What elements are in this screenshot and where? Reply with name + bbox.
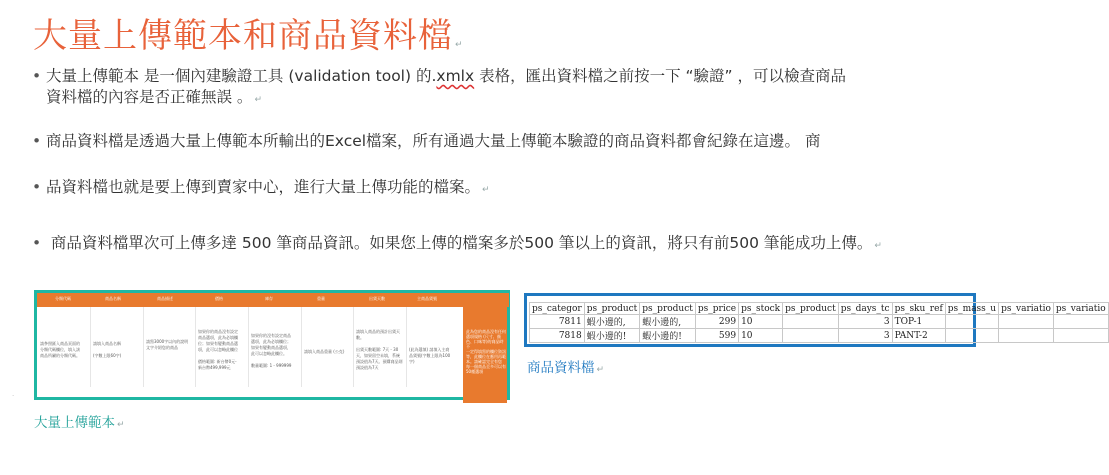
sheet-cell <box>945 329 998 343</box>
sheet-cell: 10 <box>739 315 783 329</box>
small-mark: · <box>12 392 15 400</box>
sheet-cell: 3 <box>838 315 892 329</box>
sheet-cell <box>783 329 839 343</box>
sheet-header: ps_price <box>695 303 738 315</box>
bullet-dot-icon: • <box>32 132 42 150</box>
sheet-cell: PANT-2 <box>892 329 945 343</box>
sheet-header: ps_variatio <box>999 303 1054 315</box>
template-cell: 如果你的商品沒有設定 商品選項，此為必填欄 位；如果有變動商品選 項，此可以忽略此欄位 價格範圍: 新台幣0元- 新台幣499,999元 <box>198 329 238 370</box>
sheet-header: ps_product <box>640 303 696 315</box>
template-cell: 請填入商品名稱 (字數上限60字) <box>93 341 122 358</box>
bullet-dot-icon: • <box>32 178 42 196</box>
sheet-cell: TOP-1 <box>892 315 945 329</box>
bullet-product-file: • 商品資料檔是透過大量上傳範本所輸出的Excel檔案，所有通過大量上傳範本驗證的商品資料都會紀錄在這邊。 商 <box>32 132 821 150</box>
template-header: 商品描述 <box>157 296 173 301</box>
page-title: 大量上傳範本和商品資料檔 ↵ <box>33 16 464 56</box>
sheet-cell: 蝦小邊的, <box>640 315 696 329</box>
sheet-header: ps_product <box>584 303 640 315</box>
paragraph-mark-icon: ↵ <box>455 40 464 50</box>
sheet-cell: 蝦小邊的! <box>640 329 696 343</box>
sheet-cell: 599 <box>695 329 738 343</box>
sheet-cell: 10 <box>739 329 783 343</box>
template-screenshot <box>34 290 510 400</box>
product-sheet-table <box>529 302 1109 343</box>
product-sheet-screenshot <box>524 293 1106 347</box>
paragraph-mark-icon: ↵ <box>874 241 882 251</box>
bullet-dot-icon: • <box>32 67 42 85</box>
template-header: 庫存 <box>265 296 273 301</box>
sheet-header: ps_mass_u <box>945 303 998 315</box>
bullet-500-limit: • 商品資料檔單次可上傳多達 500 筆商品資訊。如果您上傳的檔案多於500 筆以上的資訊，將只有前500 筆能成功上傳。 ↵ <box>32 234 882 252</box>
template-header: 重量 <box>317 296 325 301</box>
paragraph-mark-icon: ↵ <box>482 185 490 195</box>
template-header: 價格 <box>215 296 223 301</box>
paragraph-mark-icon: ↵ <box>254 95 262 105</box>
sheet-row <box>530 315 1109 329</box>
sheet-cell <box>1053 329 1108 343</box>
sheet-cell: 3 <box>838 329 892 343</box>
sheet-row <box>530 329 1109 343</box>
template-cell: 請填入商品的預計出貨天 數。 出貨天數範圍: 7天 - 30 天，如果留空未填，系統 預設值為7天。預購商品則 預設值為7天 <box>356 329 403 370</box>
sheet-cell: 蝦小邊的! <box>584 329 640 343</box>
sheet-cell: 7811 <box>530 315 585 329</box>
template-header: 分類代碼 <box>55 296 71 301</box>
sheet-header: ps_product <box>783 303 839 315</box>
template-cell: 請參照匯入商品頁面的 分類代碼欄位，填入該 商品所屬的分類代碼。 <box>40 341 80 358</box>
sheet-header: ps_sku_ref <box>892 303 945 315</box>
sheet-cell <box>1053 315 1108 329</box>
sheet-header: ps_days_tc <box>838 303 892 315</box>
sheet-cell: 7818 <box>530 329 585 343</box>
sheet-cell: 299 <box>695 315 738 329</box>
sheet-cell <box>945 315 998 329</box>
sheet-cell: 蝦小邊的, <box>584 315 640 329</box>
sheet-header: ps_categor <box>530 303 585 315</box>
bullet-validation-tool: • 大量上傳範本 是一個內建驗證工具 (validation tool) 的.xmlx 表格，匯出資料檔之前按一下 “驗證” ，可以檢查商品 資料檔的內容是否正確無誤 。 ↵ <box>32 67 847 106</box>
bullet-dot-icon: • <box>32 234 42 252</box>
template-header: 商品名稱 <box>105 296 121 301</box>
template-cell: (此為選填) 請填入主商 品貨號(字數上限為100 字) <box>409 347 451 364</box>
paragraph-mark-icon: ↵ <box>117 420 125 430</box>
template-cell: 如果你的沒有設定商品 選項，此為必填欄位； 如果有變動商品選項， 此可以忽略此欄位。 數量範圍: 1 - 999999 <box>251 333 292 368</box>
template-header-row <box>37 293 509 307</box>
template-header: 出貨天數 <box>369 296 385 301</box>
template-cell: 請填入商品重量 (公克) <box>304 349 345 354</box>
sheet-cell <box>999 329 1054 343</box>
product-sheet-caption: 商品資料檔 ↵ <box>527 360 605 376</box>
template-caption: 大量上傳範本 ↵ <box>34 415 125 431</box>
template-header: 主商品貨號 <box>417 296 437 301</box>
bullet-upload-file: • 品資料檔也就是要上傳到賣家中心，進行大量上傳功能的檔案。 ↵ <box>32 178 490 196</box>
template-cell: 請寫3000字以內的說明 文字介紹您的商品 <box>146 339 189 350</box>
sheet-cell <box>999 315 1054 329</box>
sheet-header: ps_variatio <box>1053 303 1108 315</box>
template-note-column: 此為您的商品沒有任何 選項規格 (尺寸、顏 色、口味等)的商品時不 一定得填寫的欄位資訊 等，此欄位在應用再範 本。請確認完全有您 每一個商品至多可以有 50種選項 <box>463 307 507 403</box>
sheet-header: ps_stock <box>739 303 783 315</box>
sheet-header-row <box>530 303 1109 315</box>
paragraph-mark-icon: ↵ <box>596 365 605 375</box>
sheet-cell <box>783 315 839 329</box>
